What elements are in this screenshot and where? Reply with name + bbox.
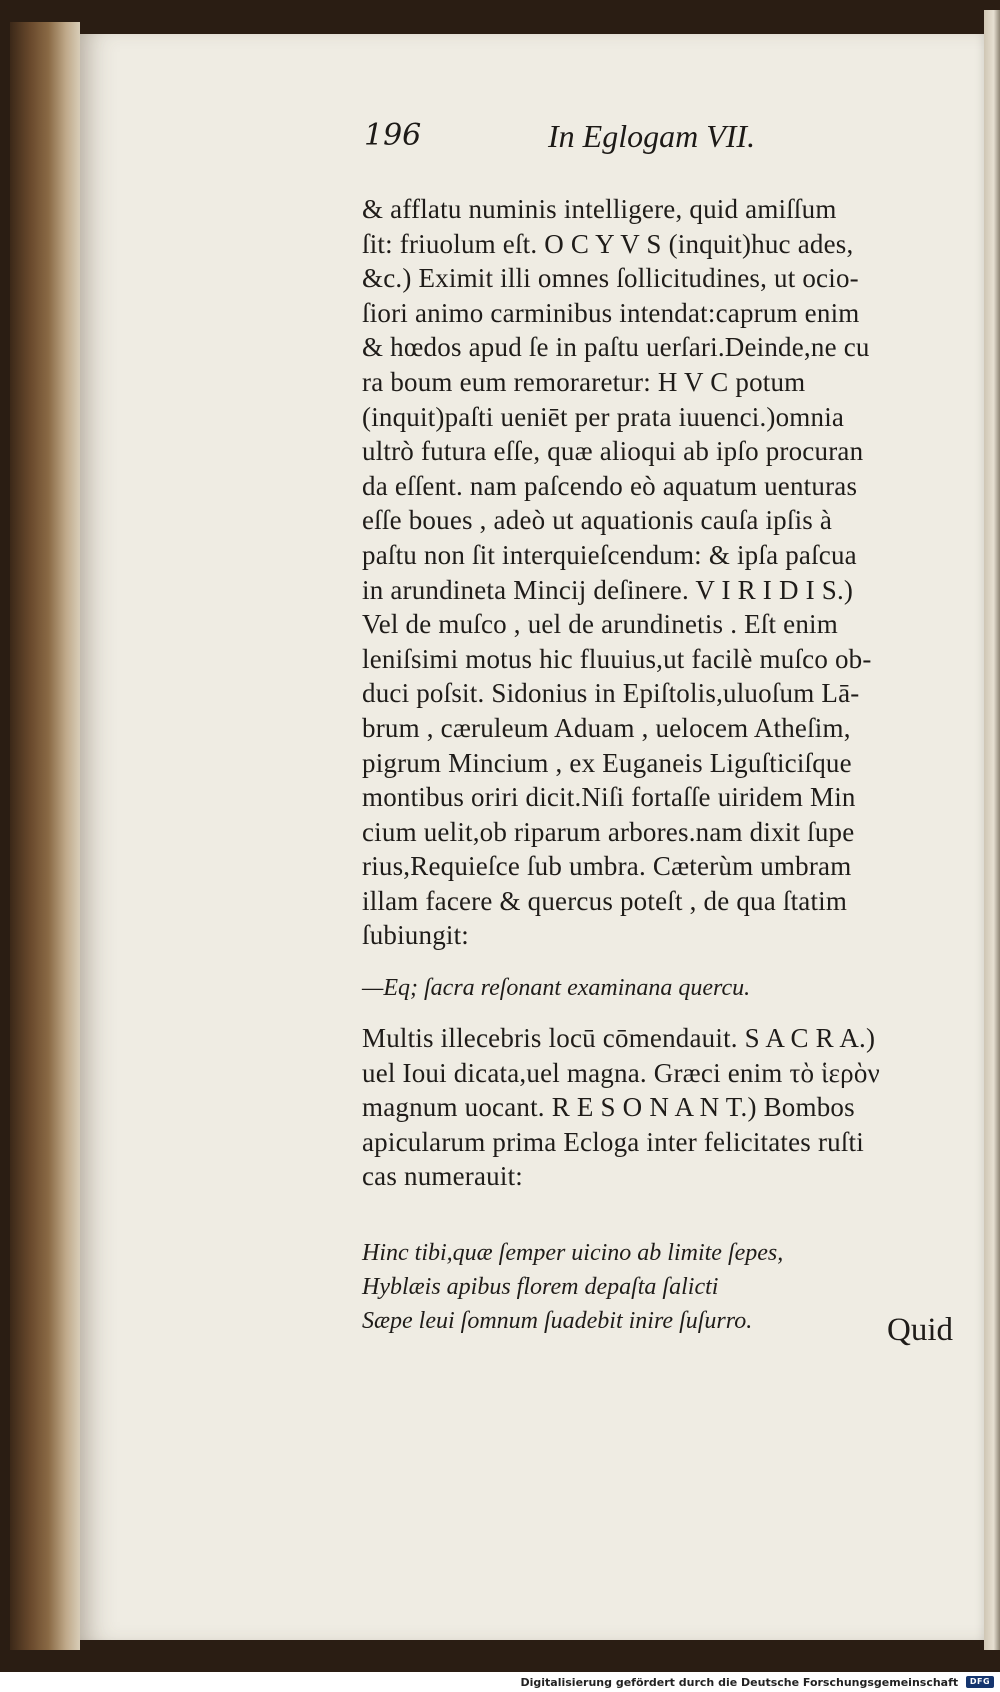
verse-line: Hyblæis apibus florem depaſta ſalicti: [362, 1274, 719, 1301]
text-line: eſſe boues , adeò ut aquationis cauſa ipſis à: [362, 505, 833, 536]
text-line: da eſſent. nam paſcendo eò aquatum uenturas: [362, 470, 858, 501]
text-line: ultrò futura eſſe, quæ alioqui ab ipſo procuran: [362, 436, 864, 467]
verse-block: [362, 1236, 962, 1338]
text-line: Vel de muſco , uel de arundinetis . Eſt enim: [362, 609, 838, 640]
text-line: cium uelit,ob riparum arbores.nam dixit ſupe: [362, 816, 855, 847]
text-line: ſiori animo carminibus intendat:caprum enim: [362, 297, 860, 328]
text-line: leniſsimi motus hic fluuius,ut facilè muſco ob-: [362, 643, 872, 674]
dfg-logo-icon: DFG: [966, 1676, 994, 1688]
page-number: 196: [364, 118, 422, 153]
text-line: &c.) Eximit illi omnes ſollicitudines, ut ocio-: [362, 263, 859, 294]
text-line: in arundineta Mincij deſinere. V I R I D I S.): [362, 574, 854, 605]
text-line: & afflatu numinis intelligere, quid amiſſum: [362, 194, 837, 224]
text-line: apicularum prima Ecloga inter felicitates ruſti: [362, 1126, 864, 1157]
text-line: pigrum Mincium , ex Euganeis Liguſticiſque: [362, 747, 852, 778]
text-line: paſtu non ſit interquieſcendum: & ipſa paſcua: [362, 539, 857, 570]
page-header: [278, 118, 918, 168]
text-line: cas numerauit:: [362, 1161, 523, 1192]
text-line: ra boum eum remoraretur: H V C potum: [362, 366, 806, 397]
text-line: ſubiungit:: [362, 920, 470, 951]
text-line: magnum uocant. R E S O N A N T.) Bombos: [362, 1092, 855, 1123]
book-spine: [10, 22, 80, 1650]
footer-credit: Digitalisierung gefördert durch die Deutsche Forschungsgemeinschaft: [520, 1675, 959, 1689]
text-line: brum , cæruleum Aduam , uelocem Atheſim,: [362, 712, 851, 743]
text-line: Multis illecebris locū cōmendauit. S A C R A.): [362, 1023, 876, 1054]
digitization-footer: [0, 1672, 1000, 1691]
text-line: montibus oriri dicit.Niſi fortaſſe uiridem Min: [362, 782, 856, 813]
verse-quote: —Eq; ſacra reſonant examinana quercu.: [362, 975, 751, 1002]
page-text: [362, 192, 962, 1338]
verse-line: Hinc tibi,quæ ſemper uicino ab limite ſepes,: [362, 1240, 784, 1267]
text-line: duci poſsit. Sidonius in Epiſtolis,uluoſum Lā-: [362, 678, 860, 709]
catchword: Quid: [887, 1312, 953, 1348]
text-line: illam facere & quercus poteſt , de qua ſtatim: [362, 885, 848, 916]
text-line: & hœdos apud ſe in paſtu uerſari.Deinde,ne cu: [362, 332, 870, 363]
text-line: (inquit)paſti ueniēt per prata iuuenci.)omnia: [362, 401, 845, 432]
text-line: uel Ioui dicata,uel magna. Græci enim τὸ ἱερὸν: [362, 1057, 880, 1088]
text-line: rius,Requieſce ſub umbra. Cæterùm umbram: [362, 851, 852, 882]
verse-line: Sæpe leui ſomnum ſuadebit inire ſuſurro.: [362, 1308, 753, 1335]
text-after-verse: [362, 1021, 962, 1194]
page-edge: [984, 10, 1000, 1650]
text-line: ſit: friuolum eſt. O C Y V S (inquit)huc ades,: [362, 228, 854, 259]
running-head: In Eglogam VII.: [548, 118, 756, 154]
